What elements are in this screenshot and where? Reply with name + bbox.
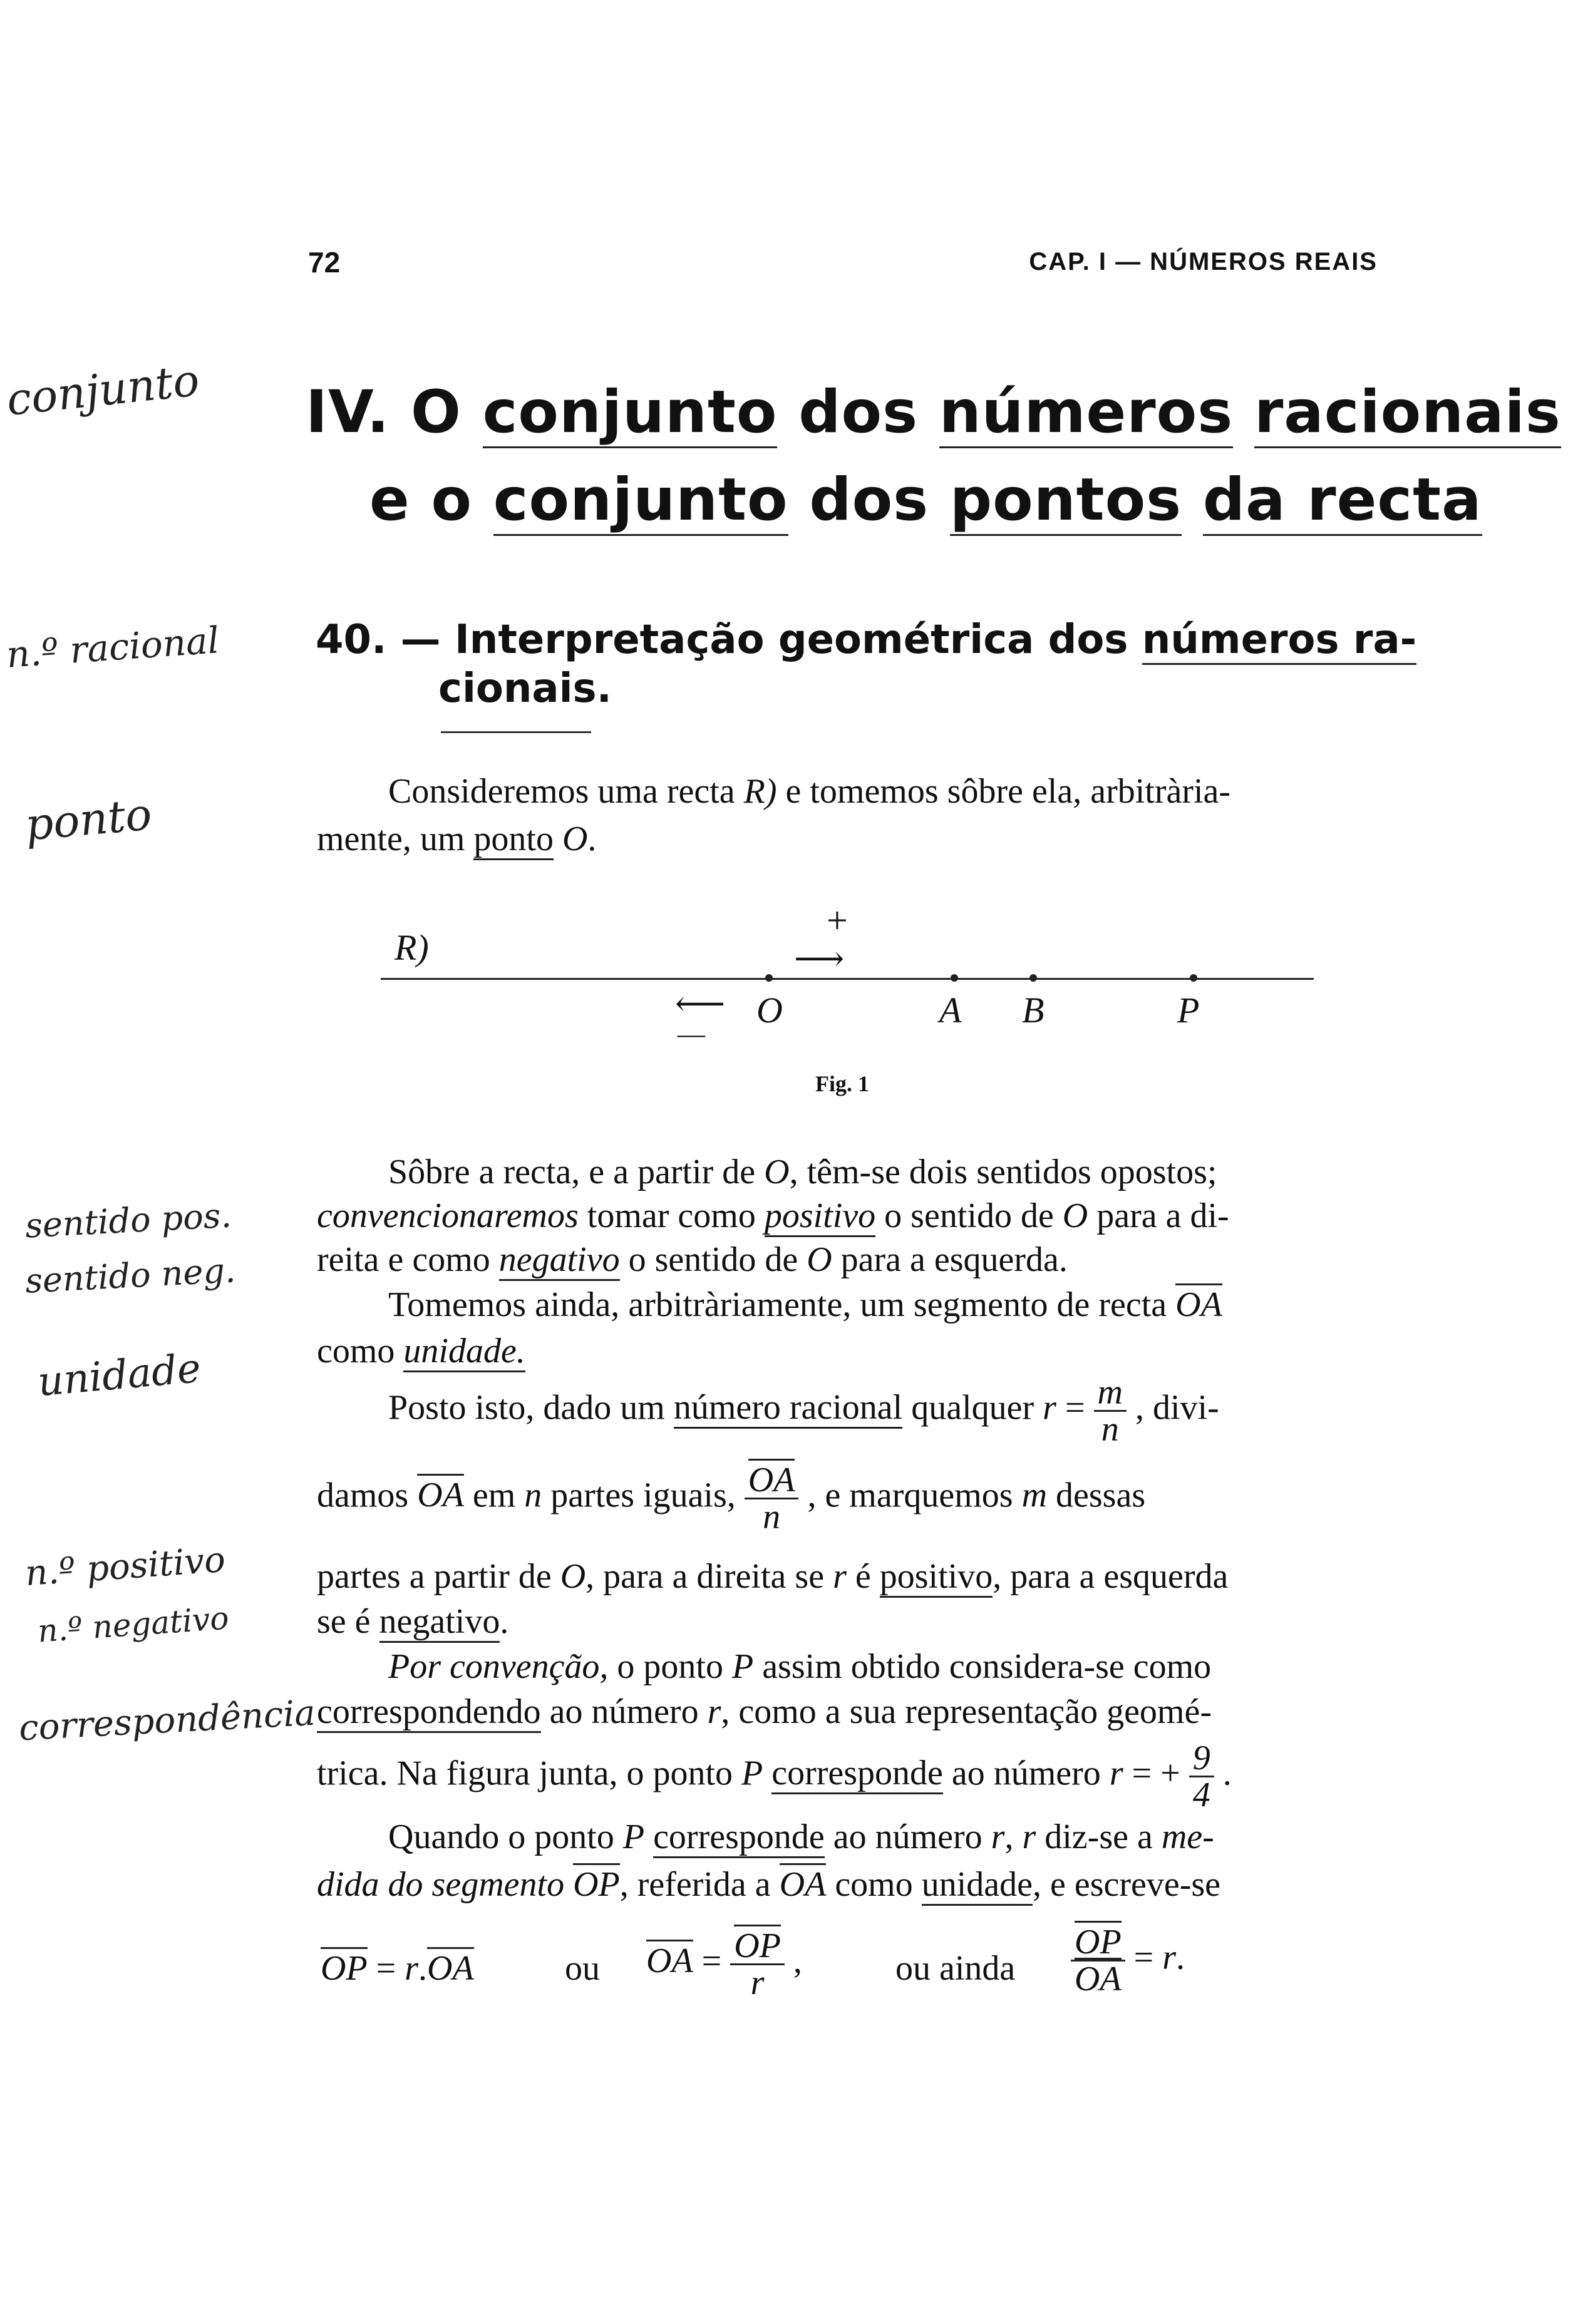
para1-line1: Consideremos uma recta R) e tomemos sôbre ela, arbitrària-: [388, 772, 1231, 811]
para4-line4: se é negativo.: [317, 1604, 508, 1639]
point-label-A: A: [939, 990, 962, 1031]
para2-line3: reita e como negativo o sentido de O para a esquerda.: [317, 1242, 1068, 1277]
para1-line2: mente, um ponto O.: [317, 821, 596, 856]
point-P-dot: [1190, 974, 1197, 982]
margin-note-correspondencia: correspondência: [18, 1692, 317, 1749]
figure-caption: Fig. 1: [815, 1071, 869, 1096]
section-underline: [441, 731, 591, 733]
minus-sign: —: [678, 1019, 705, 1049]
margin-note-ponto: ponto: [23, 788, 154, 851]
section-heading-cont: cionais.: [438, 666, 612, 712]
margin-note-conjunto: conjunto: [4, 354, 202, 426]
para4-line1: Posto isto, dado um número racional qualquer r = $\frac{m}{n}$ , divi-: [388, 1373, 1219, 1449]
formula-or-1: ou: [565, 1949, 600, 1988]
margin-note-negativo: n.º negativo: [36, 1600, 230, 1650]
para2-line1: Sôbre a recta, e a partir de O, têm-se dois sentidos opostos;: [388, 1153, 1217, 1191]
point-label-P: P: [1177, 990, 1200, 1031]
arrow-right-icon: ⟶: [794, 940, 845, 979]
margin-note-positivo: n.º positivo: [24, 1539, 227, 1595]
point-O-dot: [765, 974, 773, 982]
point-label-B: B: [1022, 990, 1044, 1031]
para3-line2: como unidade.: [317, 1334, 525, 1369]
para6-line1: Quando o ponto P corresponde ao número r, r diz-se a me-: [388, 1819, 1214, 1854]
para4-line3: partes a partir de O, para a direita se r é positivo, para a esquerda: [317, 1559, 1228, 1594]
number-line: [381, 978, 1314, 980]
point-label-O: O: [756, 990, 783, 1031]
arrow-left-icon: ⟵: [675, 985, 726, 1024]
formula-or-2: ou ainda: [895, 1949, 1016, 1988]
margin-note-racional: n.º racional: [5, 619, 221, 676]
para2-line2: convencionaremos tomar como positivo o sentido de O para a di-: [317, 1198, 1229, 1233]
formula-2: OA = $\frac{OP}{r}$ ,: [646, 1928, 802, 2000]
point-A-dot: [951, 974, 958, 982]
para5-line2: correspondendo ao número r, como a sua representação geomé-: [317, 1694, 1212, 1729]
margin-note-sentido-pos: sentido pos.: [24, 1195, 233, 1246]
para4-line2: damos OA em n partes iguais, $\frac{OA}{n}$ , e marquemos m dessas: [317, 1463, 1145, 1535]
para6-line2: dida do segmento OP, referida a OA como unidade, e escreve-se: [317, 1867, 1220, 1902]
line-label-R: R): [395, 927, 429, 968]
section-heading: 40. — Interpretação geométrica dos números ra-: [316, 620, 1416, 660]
margin-note-sentido-neg: sentido neg.: [24, 1250, 237, 1301]
para5-line3: trica. Na figura junta, o ponto P corresponde ao número r = + $\frac{9}{4}$ .: [317, 1739, 1232, 1814]
plus-sign: +: [827, 900, 848, 941]
margin-note-unidade: unidade: [36, 1345, 203, 1406]
chapter-title-line-1: IV. O conjunto dos números racionais: [306, 383, 1561, 442]
chapter-title-line-2: e o conjunto dos pontos da recta: [369, 471, 1482, 530]
running-head: CAP. I — NÚMEROS REAIS: [1029, 248, 1378, 275]
para5-line1: Por convenção, o ponto P assim obtido considera-se como: [388, 1647, 1212, 1686]
formula-1: OP = r.OA: [321, 1951, 474, 1986]
formula-3: $\frac{OP}{OA}$ = r.: [1071, 1925, 1185, 1997]
page-number: 72: [308, 246, 341, 279]
point-B-dot: [1029, 974, 1037, 982]
para3-line1: Tomemos ainda, arbitràriamente, um segmento de recta OA: [388, 1287, 1222, 1322]
